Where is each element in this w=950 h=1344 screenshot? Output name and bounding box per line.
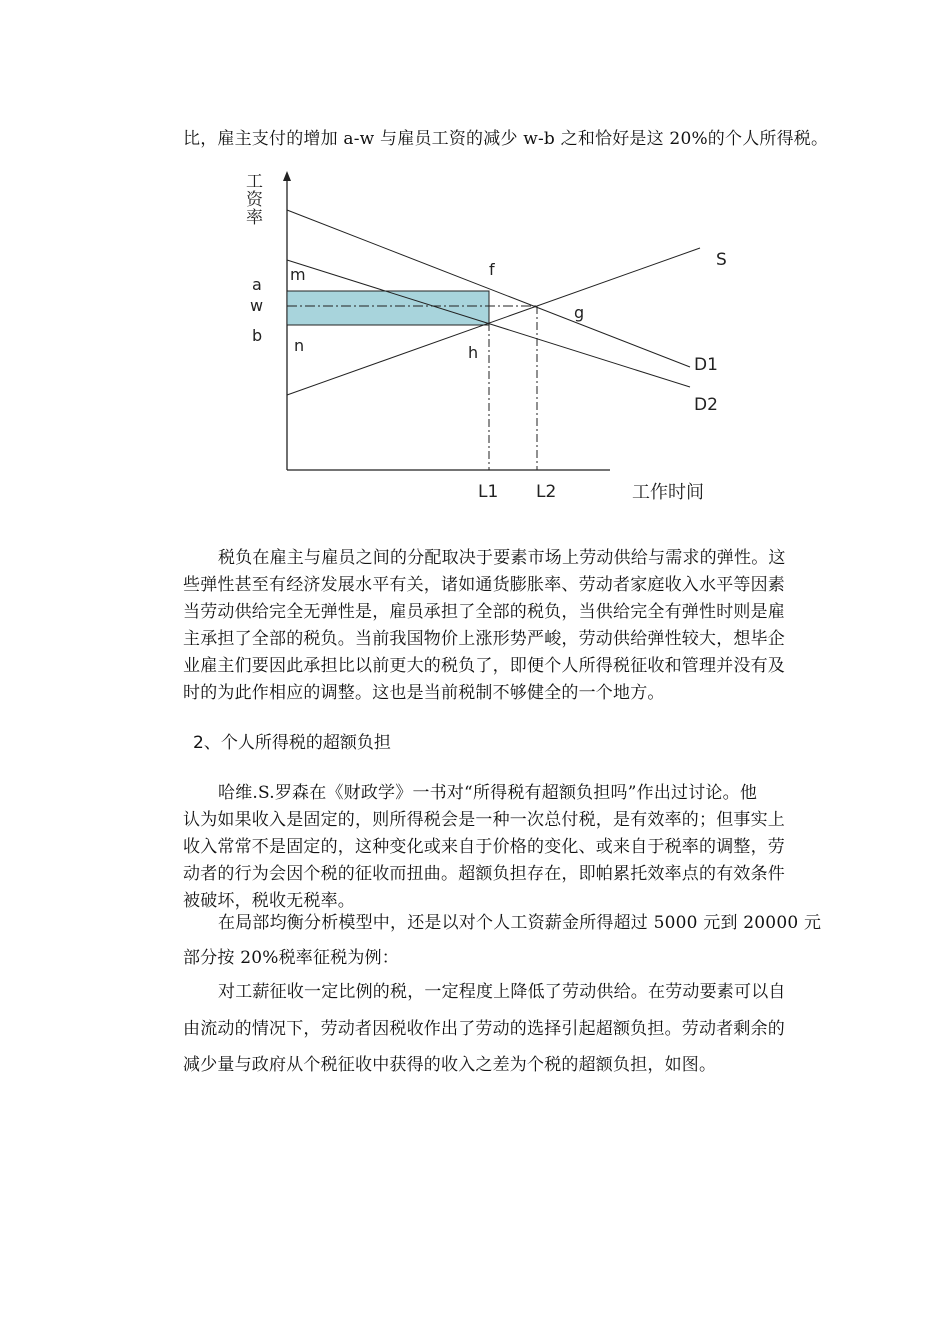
p4-line-1: 对工薪征收一定比例的税，一定程度上降低了劳动供给。在劳动要素可以自 [218,982,786,1002]
label-f: f [489,260,495,279]
y-axis-arrow-icon [283,171,291,181]
p1-line-1: 税负在雇主与雇员之间的分配取决于要素市场上劳动供给与需求的弹性。这 [218,548,786,568]
label-w: w [250,296,264,315]
p2-line-4: 动者的行为会因个税的征收而扭曲。超额负担存在，即帕累托效率点的有效条件 [183,864,785,884]
p2-line-3: 收入常常不是固定的，这种变化或来自于价格的变化、或来自于税率的调整，劳 [183,837,785,857]
tax-incidence-figure [230,165,750,510]
p2-line-2: 认为如果收入是固定的，则所得税会是一种一次总付税，是有效率的；但事实上 [183,810,785,830]
label-s: S [716,250,727,270]
p1-line-4: 主承担了全部的税负。当前我国物价上涨形势严峻，劳动供给弹性较大，想毕企 [183,629,785,649]
p1-line-6: 时的为此作相应的调整。这也是当前税制不够健全的一个地方。 [183,683,665,703]
label-g: g [574,303,585,322]
y-axis-label-char-3: 率 [246,208,263,228]
x-tick-l1: L1 [478,482,499,502]
p2-line-5: 被破坏，税收无税率。 [183,891,355,911]
x-axis-label: 工作时间 [632,482,704,503]
intro-line: 比，雇主支付的增加 a-w 与雇员工资的减少 w-b 之和恰好是这 20%的个人所得税。 [183,129,829,149]
p2-line-1: 哈维.S.罗森在《财政学》一书对“所得税有超额负担吗”作出过讨论。他 [218,783,758,803]
p1-line-2: 些弹性甚至有经济发展水平有关，诸如通货膨胀率、劳动者家庭收入水平等因素 [183,575,785,595]
section-heading: 2、个人所得税的超额负担 [193,733,391,753]
labor-market-diagram [230,165,750,510]
x-tick-l2: L2 [536,482,557,502]
label-a: a [252,275,262,294]
p1-line-5: 业雇主们要因此承担比以前更大的税负了，即便个人所得税征收和管理并没有及 [183,656,785,676]
label-m: m [290,265,306,284]
p4-line-3: 减少量与政府从个税征收中获得的收入之差为个税的超额负担，如图。 [183,1055,717,1075]
p3-line-1: 在局部均衡分析模型中，还是以对个人工资薪金所得超过 5000 元到 20000 元 [218,913,822,933]
tax-wedge-area [287,291,489,325]
label-d2: D2 [694,395,718,415]
label-h: h [468,343,479,362]
p3-line-2: 部分按 20%税率征税为例： [183,948,399,968]
label-b: b [252,326,263,345]
label-n: n [294,336,305,355]
label-d1: D1 [694,355,718,375]
y-axis-label-char-2: 资 [246,190,263,210]
y-axis-label-char-1: 工 [246,172,263,192]
p1-line-3: 当劳动供给完全无弹性是，雇员承担了全部的税负，当供给完全有弹性时则是雇 [183,602,785,622]
p4-line-2: 由流动的情况下，劳动者因税收作出了劳动的选择引起超额负担。劳动者剩余的 [183,1019,785,1039]
